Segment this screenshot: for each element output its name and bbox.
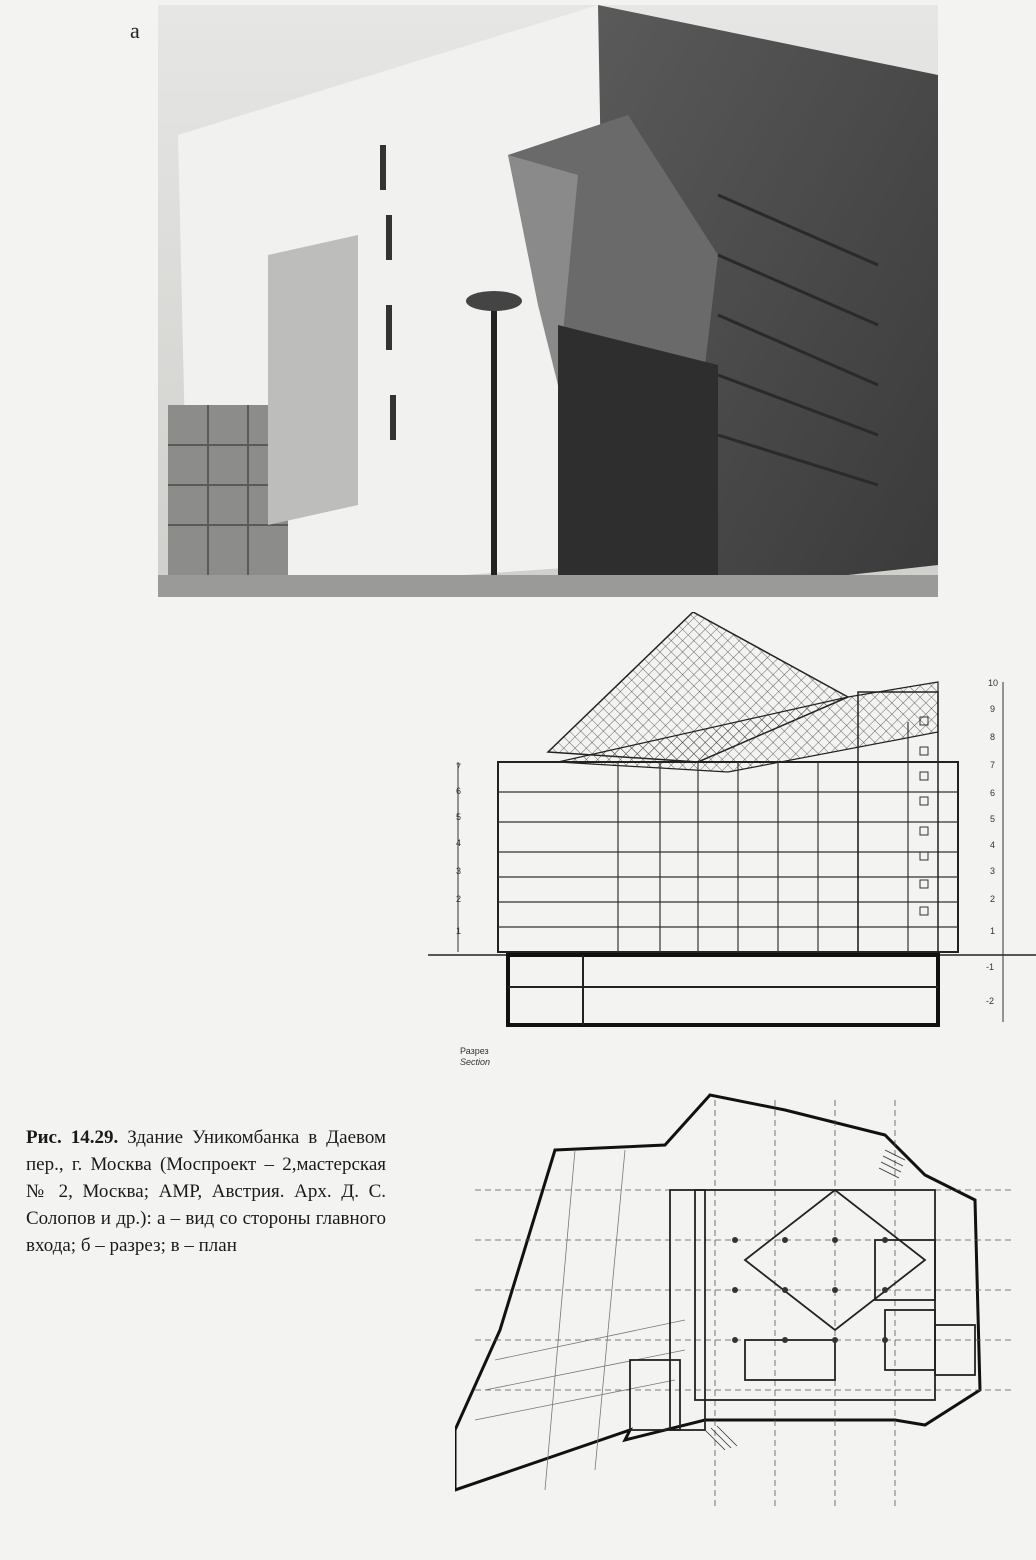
section-label [460,1046,490,1068]
scale-right-5: 5 [990,814,996,824]
scale-right-8: 8 [990,732,996,742]
scale-left-7: 7 [456,762,462,772]
scale-left-1: 1 [456,926,462,936]
building-plan-drawing [455,1090,1015,1520]
scale-left-3: 3 [456,866,462,876]
building-section-drawing [428,612,1036,1042]
scale-right-1: 1 [990,926,996,936]
building-photo [158,5,938,597]
section-label-en: Section [460,1057,491,1067]
caption-number: Рис. 14.29. [26,1127,119,1148]
scale-left-5: 5 [456,812,462,822]
scale-right-7: 7 [990,760,996,770]
scale-right-9: 9 [990,704,996,714]
figure-caption [26,1124,386,1259]
scale-left-2: 2 [456,894,462,904]
scale-left-4: 4 [456,838,462,848]
scale-right-minus1: -1 [986,962,995,972]
scale-right-10: 10 [988,678,999,688]
scale-right-3: 3 [990,866,996,876]
panel-a-label: а [130,18,140,43]
caption-text: Здание Уникомбанка в Даевом пер., г. Москва (Моспроект – 2,мастерская № 2, Москва; АМР, Австрия. Арх. Д. С. Солопов и др.): а – вид со стороны главного входа; б – разрез; в – план [26,1127,386,1256]
scale-right-4: 4 [990,840,996,850]
scale-right-6: 6 [990,788,996,798]
scale-right-2: 2 [990,894,996,904]
scale-right-minus2: -2 [986,996,995,1006]
section-label-ru: Разрез [460,1046,489,1056]
scale-left-6: 6 [456,786,462,796]
